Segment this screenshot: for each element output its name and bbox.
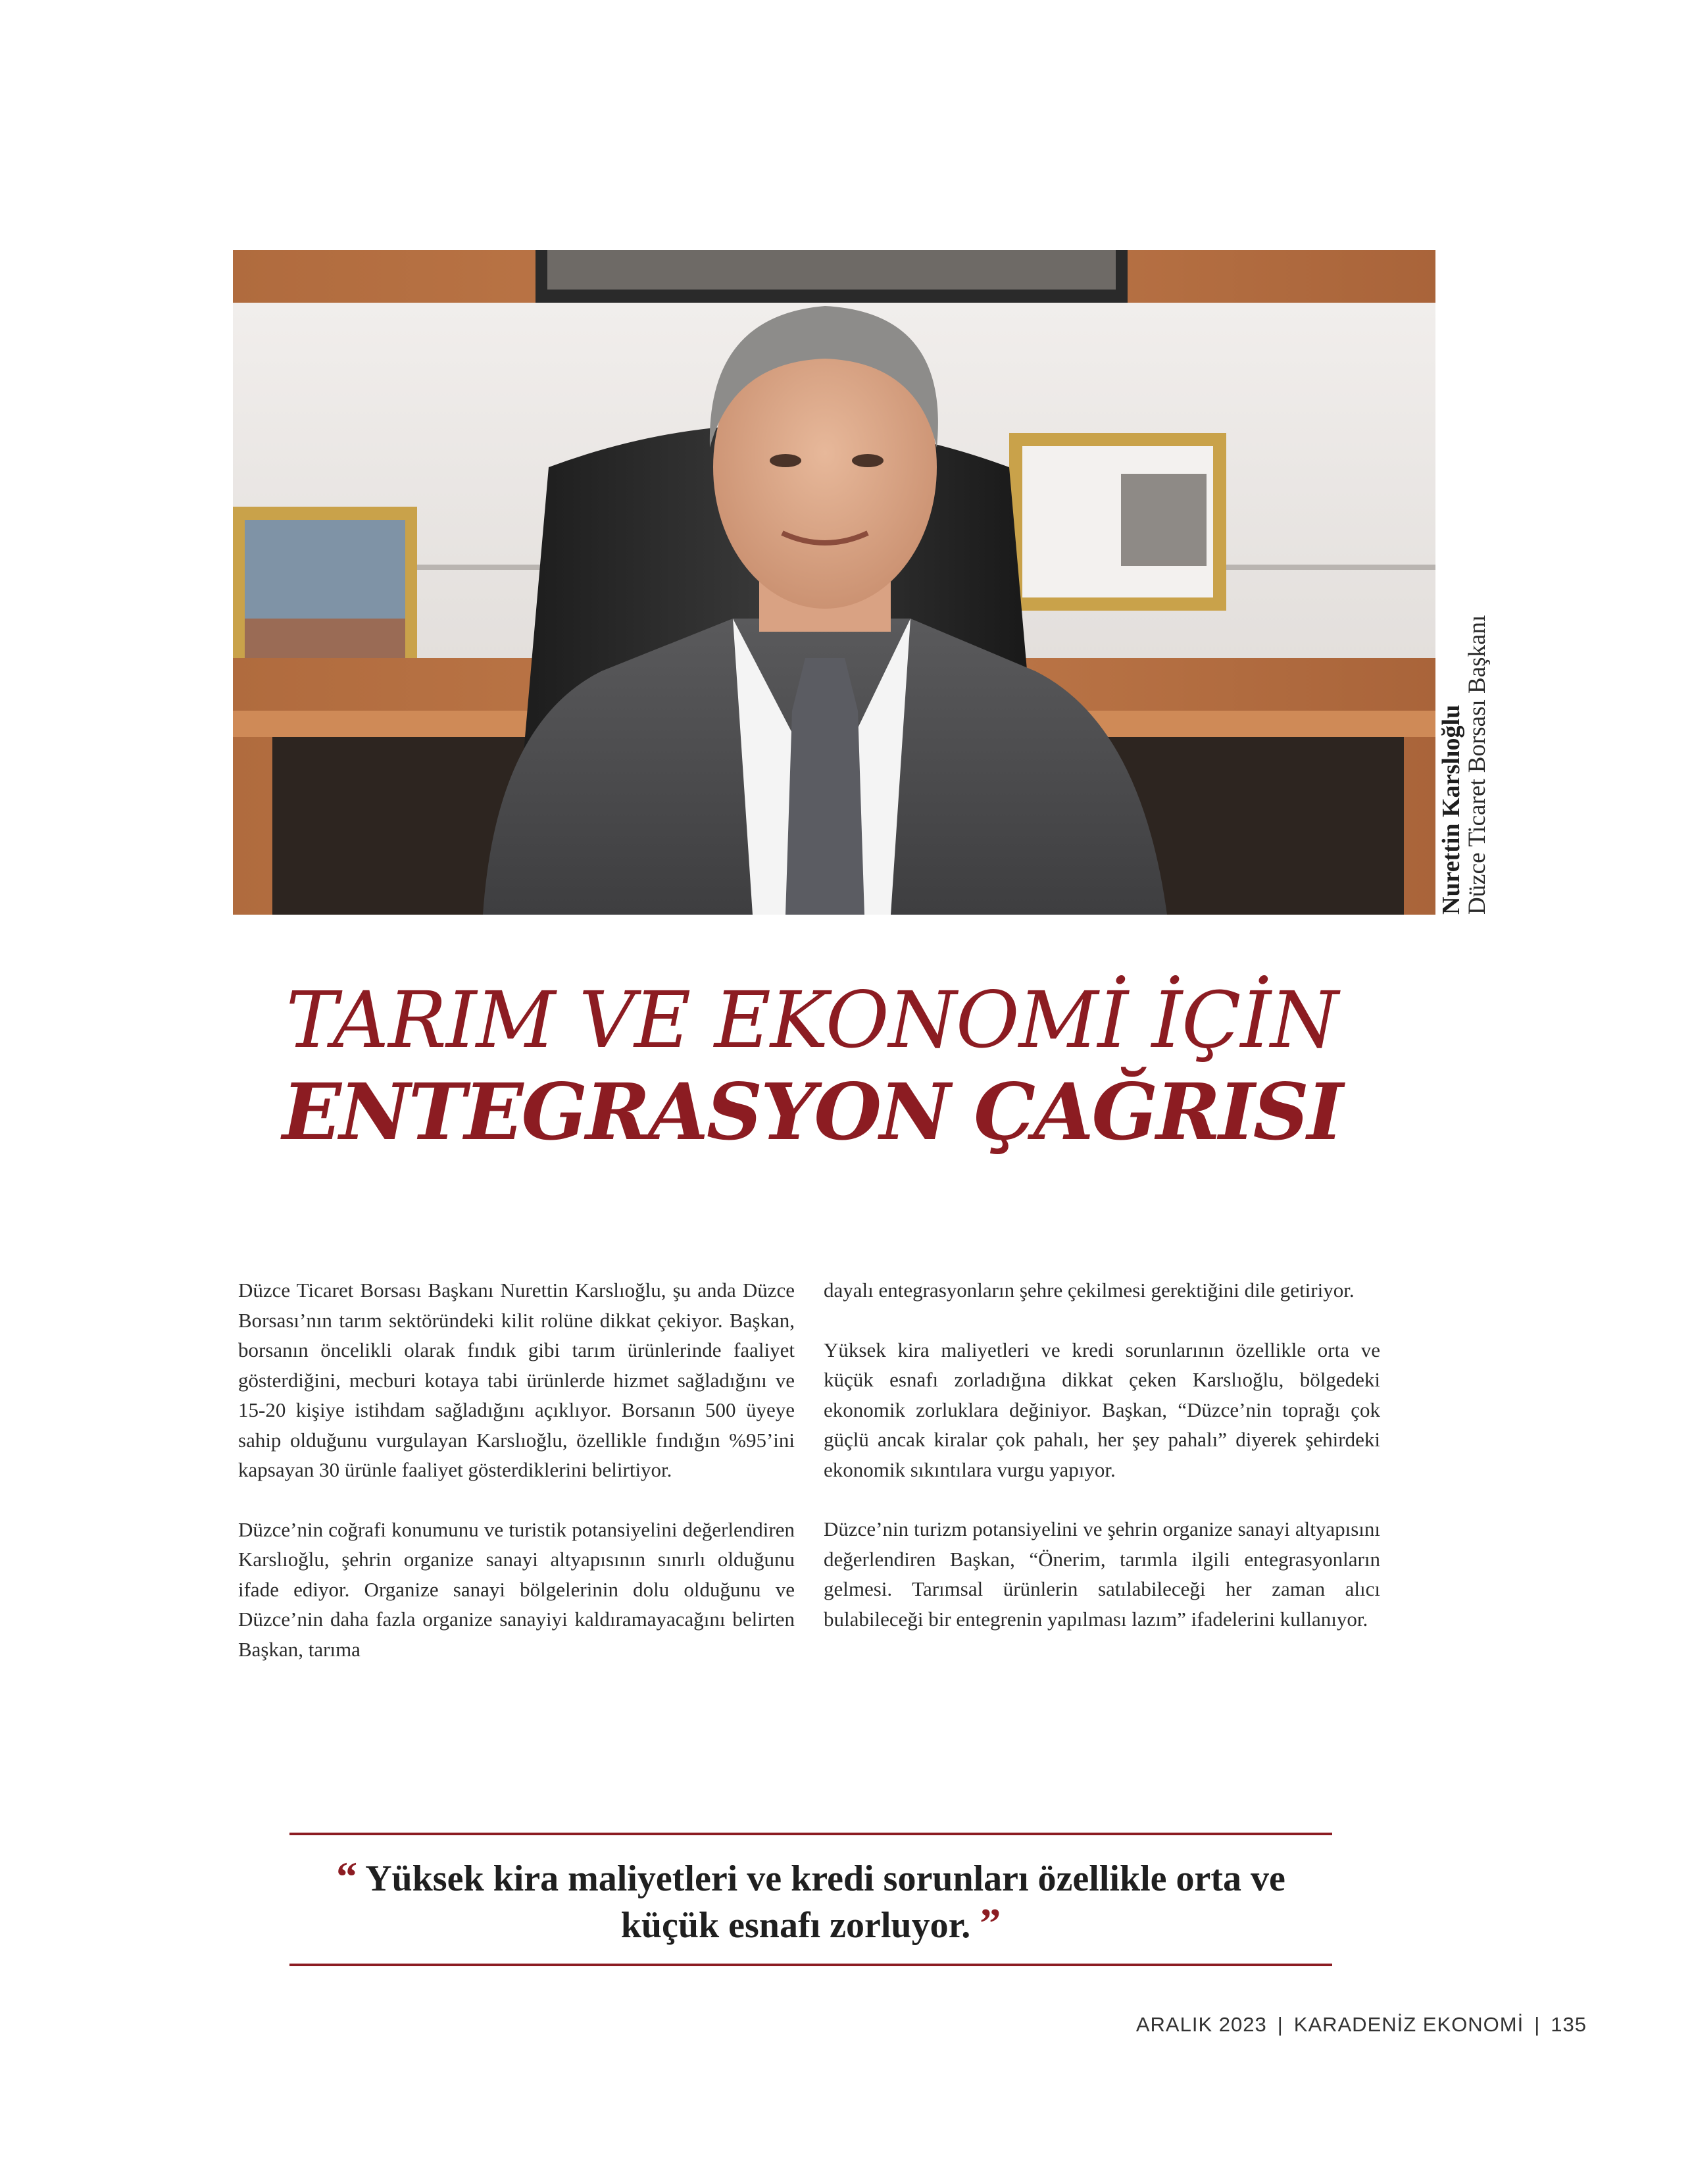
close-quote-icon: ” (980, 1900, 1001, 1946)
quote-rule-top (289, 1833, 1332, 1835)
title-line-1: TARIM VE EKONOMİ İÇİN (286, 975, 1338, 1065)
paragraph: dayalı entegrasyonların şehre çekilmesi gerektiğini dile getiriyor. (824, 1279, 1355, 1302)
open-quote-icon: “ (336, 1853, 358, 1900)
footer-date: ARALIK 2023 (1135, 2013, 1267, 2036)
photo-caption (1438, 572, 1491, 915)
footer-magazine: KARADENİZ EKONOMİ (1293, 2013, 1524, 2036)
paragraph: Yüksek kira maliyetleri ve kredi sorunlarının özellikle orta ve küçük esnafı zorladığına dikkat çeken Karslıoğlu, bölgedeki ekonomik zorluklara değiniyor. Başkan, “Düzce’nin toprağı çok güçlü ancak kiralar çok pahalı, her şey pahalı” diyerek şehirdeki ekonomik sıkıntılara vurgu yapıyor. (824, 1338, 1380, 1481)
body-column-right (824, 1275, 1380, 1663)
paragraph: Düzce’nin coğrafi konumunu ve turistik potansiyelini değerlendiren Karslıoğlu, şehrin organize sanayi altyapısının sınırlı olduğunu ifade ediyor. Organize sanayi bölgelerinin dolu olduğunu ve Düzce’nin daha fazla organize sanayiyi kaldıramayacağını belirten Başkan, tarıma (238, 1517, 795, 1661)
article-title (233, 974, 1391, 1158)
page-number: 135 (1551, 2013, 1587, 2036)
pull-quote-text: Yüksek kira maliyetleri ve kredi sorunları özellikle orta ve küçük esnafı zorluyor. (365, 1858, 1285, 1946)
page-footer (1136, 2013, 1587, 2037)
paragraph: Düzce Ticaret Borsası Başkanı Nurettin Karslıoğlu, şu anda Düzce Borsası’nın tarım sektöründeki kilit rolüne dikkat çekiyor. Başkan, borsanın öncelikli olarak fındık gibi tarım ürünlerinde faaliyet gösterdiğini, mecburi kotaya tabi ürünlerde hizmet sağladığını ve 15-20 kişiye istihdam sağladığını açıklıyor. Borsanın 500 üyeye sahip olduğunu vurgulayan Karslıoğlu, özellikle fındığın %95’ini kapsayan 30 ürünle faaliyet gösterdiklerini belirtiyor. (238, 1279, 795, 1481)
title-line-2: ENTEGRASYON ÇAĞRISI (282, 1066, 1342, 1157)
quote-rule-bottom (289, 1964, 1332, 1966)
pull-quote (289, 1854, 1332, 1948)
caption-name: Nurettin Karslıoğlu (1437, 704, 1465, 915)
paragraph: Düzce’nin turizm potansiyelini ve şehrin organize sanayi altyapısını değerlendiren Başkan, “Önerim, tarımla ilgili entegrasyonların gelmesi. Tarımsal ürünlerin satılabileceği her zaman alıcı bulabileceği bir entegrenin yapılması lazım” ifadelerini kullanıyor. (824, 1517, 1380, 1631)
body-column-left (238, 1275, 795, 1694)
footer-separator: | (1277, 2013, 1283, 2036)
footer-separator: | (1534, 2013, 1541, 2036)
caption-role: Düzce Ticaret Borsası Başkanı (1464, 615, 1491, 915)
portrait-photo (233, 250, 1435, 915)
